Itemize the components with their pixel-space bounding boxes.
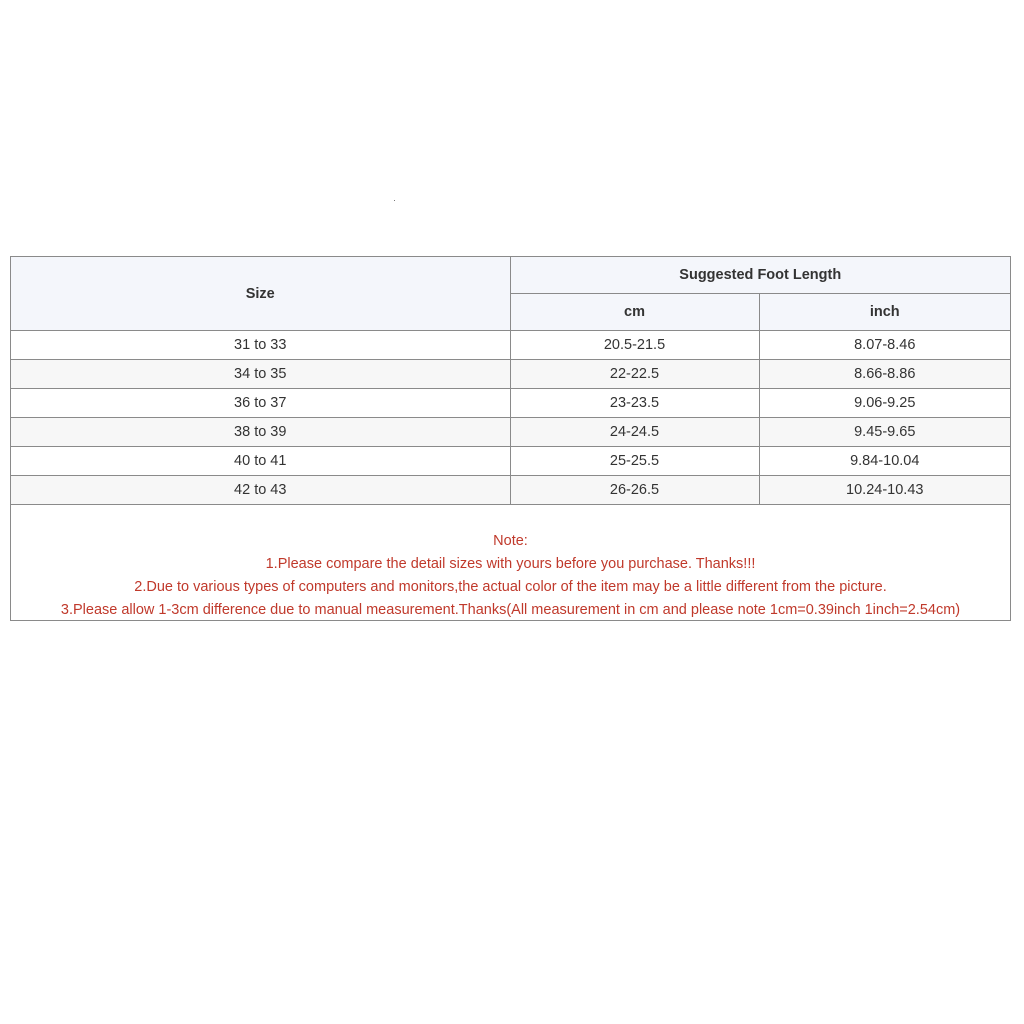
table-row [11, 418, 1010, 447]
size-cell: 34 to 35 [11, 360, 510, 389]
size-cell: 36 to 37 [11, 389, 510, 418]
size-cell: 38 to 39 [11, 418, 510, 447]
note-title: Note: [493, 533, 528, 549]
foot-length-group-header: Suggested Foot Length [510, 257, 1010, 294]
inch-cell: 9.84-10.04 [759, 447, 1010, 476]
size-chart [10, 256, 1011, 621]
inch-cell: 9.06-9.25 [759, 389, 1010, 418]
table-row [11, 360, 1010, 389]
note-line-1: 1.Please compare the detail sizes with yours before you purchase. Thanks!!! [265, 556, 756, 572]
size-cell: 40 to 41 [11, 447, 510, 476]
table-row [11, 476, 1010, 505]
note-line-2: 2.Due to various types of computers and monitors,the actual color of the item may be a little different from the picture. [134, 579, 887, 595]
header-row-1 [11, 257, 1010, 294]
size-cell: 31 to 33 [11, 331, 510, 360]
cm-cell: 25-25.5 [510, 447, 759, 476]
table-row [11, 447, 1010, 476]
cm-cell: 23-23.5 [510, 389, 759, 418]
inch-column-header: inch [759, 294, 1010, 331]
cm-cell: 26-26.5 [510, 476, 759, 505]
size-cell: 42 to 43 [11, 476, 510, 505]
inch-cell: 8.66-8.86 [759, 360, 1010, 389]
inch-cell: 8.07-8.46 [759, 331, 1010, 360]
size-table [11, 257, 1010, 504]
inch-cell: 9.45-9.65 [759, 418, 1010, 447]
stray-dot [394, 200, 395, 201]
inch-cell: 10.24-10.43 [759, 476, 1010, 505]
note-line-3: 3.Please allow 1-3cm difference due to manual measurement.Thanks(All measurement in cm and please note 1cm=0.39inch 1inch=2.54cm) [60, 602, 961, 618]
cm-cell: 24-24.5 [510, 418, 759, 447]
cm-column-header: cm [510, 294, 759, 331]
cm-cell: 22-22.5 [510, 360, 759, 389]
note-block [11, 504, 1010, 620]
table-row [11, 389, 1010, 418]
size-column-header: Size [11, 257, 510, 331]
cm-cell: 20.5-21.5 [510, 331, 759, 360]
table-row [11, 331, 1010, 360]
